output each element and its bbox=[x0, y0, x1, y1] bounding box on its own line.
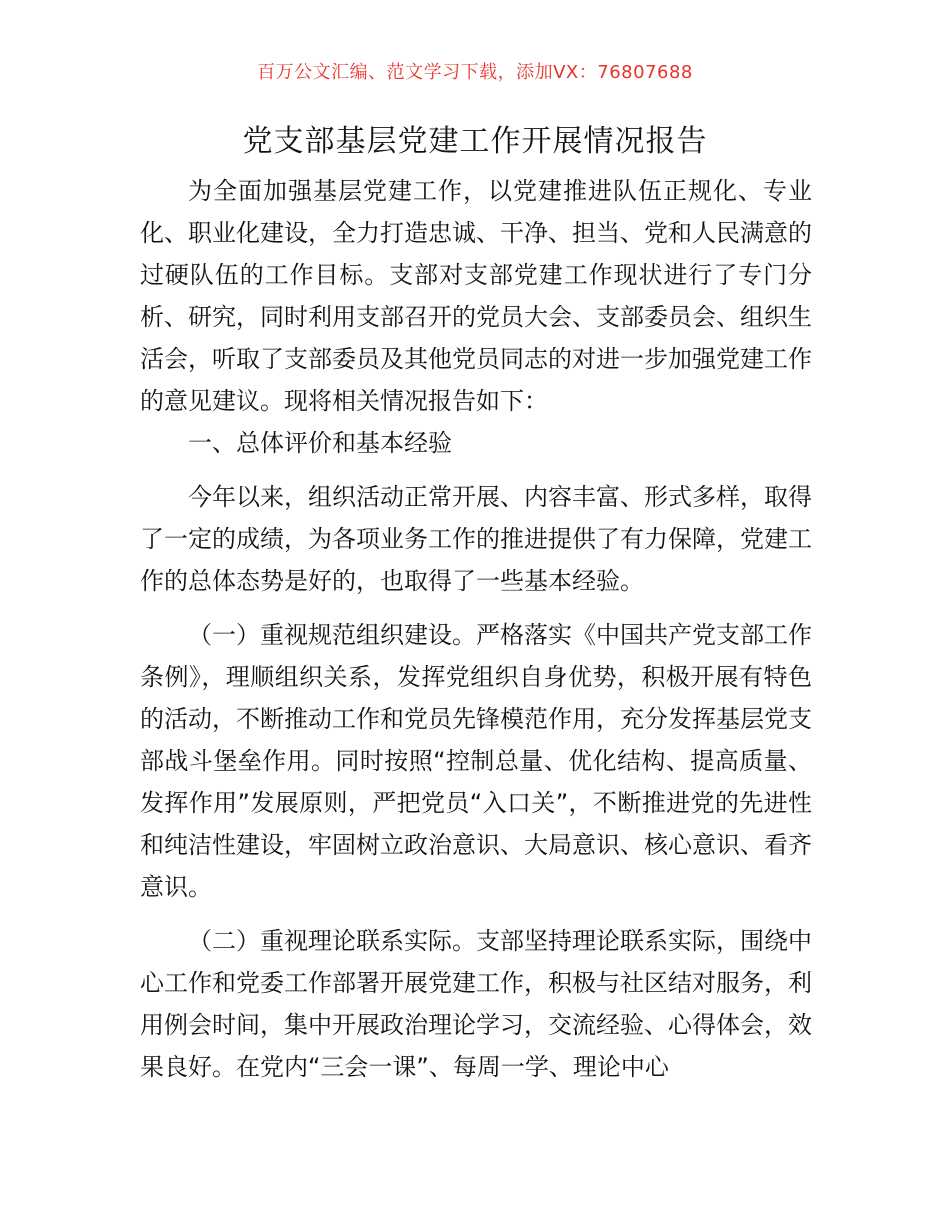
document-body bbox=[140, 170, 812, 1088]
summary-paragraph: 今年以来，组织活动正常开展、内容丰富、形式多样，取得了一定的成绩，为各项业务工作的推进提供了有力保障，党建工作的总体态势是好的，也取得了一些基本经验。 bbox=[140, 483, 812, 595]
section-heading: 一、总体评价和基本经验 bbox=[188, 429, 452, 457]
point-one-paragraph: （一）重视规范组织建设。严格落实《中国共产党支部工作条例》，理顺组织关系，发挥党组织自身优势，积极开展有特色的活动，不断推动工作和党员先锋模范作用，充分发挥基层党支部战斗堡垒作用。同时按照“控制总量、优化结构、提高质量、发挥作用”发展原则，严把党员“入口关”，不断推进党的先进性和纯洁性建设，牢固树立政治意识、大局意识、核心意识、看齐意识。 bbox=[140, 621, 812, 901]
point-two-paragraph: （二）重视理论联系实际。支部坚持理论联系实际，围绕中心工作和党委工作部署开展党建工作，积极与社区结对服务，利用例会时间，集中开展政治理论学习，交流经验、心得体会，效果良好。在党内“三会一课”、每周一学、理论中心 bbox=[140, 927, 812, 1081]
intro-paragraph: 为全面加强基层党建工作，以党建推进队伍正规化、专业化、职业化建设，全力打造忠诚、干净、担当、党和人民满意的过硬队伍的工作目标。支部对支部党建工作现状进行了专门分析、研究，同时利用支部召开的党员大会、支部委员会、组织生活会，听取了支部委员及其他党员同志的对进一步加强党建工作的意见建议。现将相关情况报告如下： bbox=[140, 177, 812, 415]
document-title: 党支部基层党建工作开展情况报告 bbox=[242, 124, 708, 159]
header-note: 百万公文汇编、范文学习下载，添加VX：76807688 bbox=[257, 62, 693, 83]
